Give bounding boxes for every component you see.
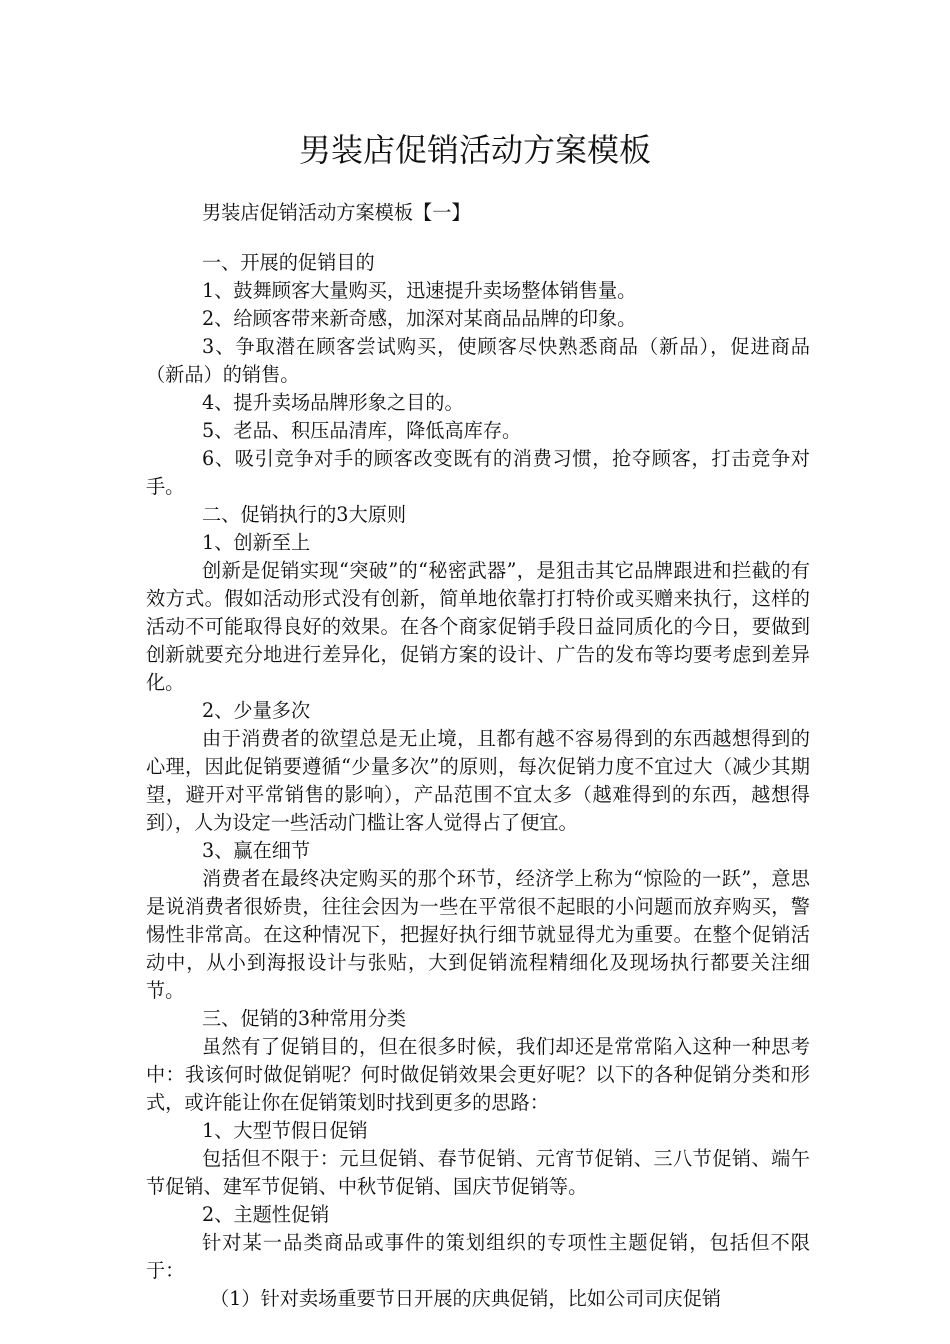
- category-body: 针对某一品类商品或事件的策划组织的专项性主题促销，包括但不限于：: [146, 1231, 810, 1282]
- goal-item: 1、鼓舞顾客大量购买，迅速提升卖场整体销售量。: [202, 279, 637, 302]
- category-heading: 1、大型节假日促销: [202, 1119, 368, 1142]
- goal-item: 4、提升卖场品牌形象之目的。: [202, 391, 464, 414]
- principle-heading: 3、赢在细节: [202, 839, 311, 862]
- category-heading: 2、主题性促销: [202, 1203, 330, 1226]
- section-heading-principles: 二、促销执行的3大原则: [202, 503, 407, 526]
- principle-body: 消费者在最终决定购买的那个环节，经济学上称为“惊险的一跃”，意思是说消费者很娇贵，往往会因为一些在平常很不起眼的小问题而放弃购买，警惕性非常高。在这种情况下，把握好执行细节就显得尤为重要。在整个促销活动中，从小到海报设计与张贴，大到促销流程精细化及现场执行都要关注细节。: [146, 867, 810, 1002]
- document-title: 男装店促销活动方案模板: [298, 131, 651, 169]
- principle-heading: 2、少量多次: [202, 699, 311, 722]
- categories-intro: 虽然有了促销目的，但在很多时候，我们却还是常常陷入这种一种思考中：我该何时做促销呢？何时做促销效果会更好呢？以下的各种促销分类和形式，或许能让你在促销策划时找到更多的思路：: [146, 1035, 810, 1114]
- principle-body: 由于消费者的欲望总是无止境，且都有越不容易得到的东西越想得到的心理，因此促销要遵循“少量多次”的原则，每次促销力度不宜过大（减少其期望，避开对平常销售的影响），产品范围不宜太多（越难得到的东西，越想得到），人为设定一些活动门槛让客人觉得占了便宜。: [146, 727, 810, 834]
- goal-item: 6、吸引竞争对手的顾客改变既有的消费习惯，抢夺顾客，打击竞争对手。: [146, 447, 810, 498]
- goal-item: 5、老品、积压品清库，降低高库存。: [202, 419, 522, 442]
- category-body: 包括但不限于：元旦促销、春节促销、元宵节促销、三八节促销、端午节促销、建军节促销、中秋节促销、国庆节促销等。: [146, 1147, 810, 1198]
- goal-item: 3、争取潜在顾客尝试购买，使顾客尽快熟悉商品（新品），促进商品（新品）的销售。: [146, 335, 810, 386]
- document-body: [146, 199, 810, 1313]
- goal-item: 2、给顾客带来新奇感，加深对某商品品牌的印象。: [202, 307, 637, 330]
- document-subtitle: 男装店促销活动方案模板【一】: [202, 201, 471, 224]
- section-heading-goals: 一、开展的促销目的: [202, 251, 375, 274]
- category-sub-item: （1）针对卖场重要节日开展的庆典促销，比如公司司庆促销: [210, 1287, 722, 1310]
- principle-heading: 1、创新至上: [202, 531, 311, 554]
- section-heading-categories: 三、促销的3种常用分类: [202, 1007, 407, 1030]
- principle-body: 创新是促销实现“突破”的“秘密武器”，是狙击其它品牌跟进和拦截的有效方式。假如活动形式没有创新，简单地依靠打打特价或买赠来执行，这样的活动不可能取得良好的效果。在各个商家促销手段日益同质化的今日，要做到创新就要充分地进行差异化，促销方案的设计、广告的发布等均要考虑到差异化。: [146, 559, 810, 694]
